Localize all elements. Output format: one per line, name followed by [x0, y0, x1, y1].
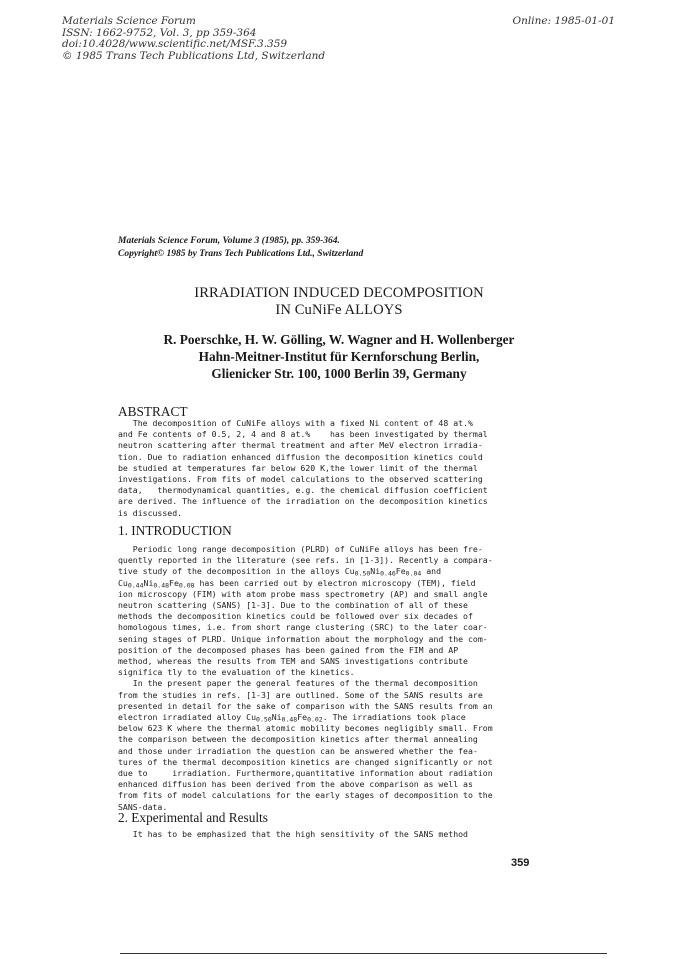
experimental-line: It has to be emphasized that the high sensitivity of the SANS method [118, 829, 468, 839]
introduction-line: Periodic long range decomposition (PLRD) of CuNiFe alloys has been fre- [118, 544, 483, 554]
abstract-heading: ABSTRACT [118, 404, 188, 419]
experimental-heading: 2. Experimental and Results [118, 810, 268, 825]
abstract-line: be studied at temperatures far below 620 K,the lower limit of the thermal [118, 462, 478, 473]
page-number: 359 [511, 857, 530, 869]
introduction-line: In the present paper the general features of the thermal decomposition [118, 678, 478, 689]
abstract-line: investigations. From fits of model calculations to the observed scattering [118, 474, 483, 485]
publication-metadata [62, 16, 325, 62]
citation-block [118, 235, 363, 260]
abstract-line: is discussed. [118, 507, 183, 518]
copyright-line: © 1985 Trans Tech Publications Ltd, Switzerland [62, 49, 326, 62]
introduction-line: methods the decomposition kinetics could be followed over six decades of [118, 611, 473, 622]
introduction-line: $Cu_{0.44}Ni_{0.48}Fe_{0.08}$ has been carried out by electron microscopy (TEM), field [118, 577, 476, 590]
institute-address: Glienicker Str. 100, 1000 Berlin 39, Germany [211, 366, 467, 381]
introduction-line: presented in detail for the sake of comparison with the SANS results from an [118, 700, 493, 711]
introduction-line: enhanced diffusion has been derived from the above comparison as well as [118, 779, 473, 790]
introduction-line: due to irradiation. Furthermore,quantitative information about radiation [118, 768, 493, 779]
abstract-line: data, thermodynamical quantities, e.g. the chemical diffusion coefficient [118, 485, 488, 496]
experimental-body [118, 829, 468, 840]
introduction-line: neutron scattering (SANS) [1-3]. Due to the combination of all of these [118, 600, 468, 611]
author-block [0, 331, 678, 382]
introduction-line: homologous times, i.e. from short range clustering (SRC) to the later coar- [118, 622, 488, 633]
introduction-line: the comparison between the decomposition kinetics after thermal annealing [118, 734, 478, 745]
paper-title [0, 285, 678, 319]
journal-name: Materials Science Forum [62, 15, 196, 27]
online-date: Online: 1985-01-01 [512, 15, 615, 27]
institute-name: Hahn-Meitner-Institut für Kernforschung Berlin, [198, 349, 480, 364]
footer-rule [120, 953, 607, 954]
abstract-line: The decomposition of CuNiFe alloys with a fixed Ni content of 48 at.% [118, 418, 473, 428]
citation-line-1: Materials Science Forum, Volume 3 (1985), pp. 359-364. [118, 236, 340, 246]
abstract-line: and Fe contents of 0.5, 2, 4 and 8 at.% has been investigated by thermal [118, 429, 488, 440]
introduction-line: and those under irradiation the question can be answered whether the fea- [118, 745, 478, 756]
introduction-line: significa tly to the evaluation of the kinetics. [118, 667, 355, 678]
doi-link[interactable]: doi:10.4028/www.scientific.net/MSF.3.359 [62, 38, 288, 51]
introduction-line: from the studies in refs. [1-3] are outlined. Some of the SANS results are [118, 689, 483, 700]
introduction-line: tive study of the decomposition in the alloys $Cu_{0.50}Ni_{0.46}Fe_{0.04}$ and [118, 566, 442, 578]
introduction-line: quently reported in the literature (see refs. in [1-3]). Recently a compara- [118, 555, 493, 566]
abstract-line: tion. Due to radiation enhanced diffusion the decomposition kinetics could [118, 451, 483, 462]
author-names: R. Poerschke, H. W. Gölling, W. Wagner and H. Wollenberger [163, 332, 515, 347]
abstract-line: are derived. The influence of the irradiation on the decomposition kinetics [118, 496, 488, 507]
introduction-line: tures of the thermal decomposition kinetics are changed significantly or not [118, 756, 493, 767]
citation-line-2: Copyright© 1985 by Trans Tech Publications Ltd., Switzerland [118, 248, 364, 259]
introduction-line: from fits of model calculations for the early stages of decomposition to the [118, 790, 493, 801]
introduction-line: position of the decomposed phases has been gained from the FIM and AP [118, 644, 459, 655]
introduction-body [118, 544, 493, 813]
abstract-body [118, 418, 488, 519]
introduction-line: SANS-data. [118, 801, 168, 812]
introduction-line: below 623 K where the thermal atomic mobility becomes negligibly small. From [118, 723, 493, 734]
title-line-2: IN CuNiFe ALLOYS [275, 302, 403, 318]
issn-volume-pages: ISSN: 1662-9752, Vol. 3, pp 359-364 [62, 26, 257, 39]
abstract-line: neutron scattering after thermal treatment and after MeV electron irradia- [118, 440, 483, 451]
introduction-line: ion microscopy (FIM) with atom probe mass spectrometry (AP) and small angle [118, 588, 488, 599]
title-line-1: IRRADIATION INDUCED DECOMPOSITION [194, 285, 484, 301]
introduction-heading: 1. INTRODUCTION [118, 523, 232, 538]
introduction-line: electron irradiated alloy $Cu_{0.50}Ni_{0.48}Fe_{0.02}$. The irradiations took place [118, 712, 466, 724]
introduction-line: sening stages of PLRD. Unique information about the morphology and the com- [118, 633, 488, 644]
introduction-line: method, whereas the results from TEM and SANS investigations contribute [118, 656, 468, 667]
